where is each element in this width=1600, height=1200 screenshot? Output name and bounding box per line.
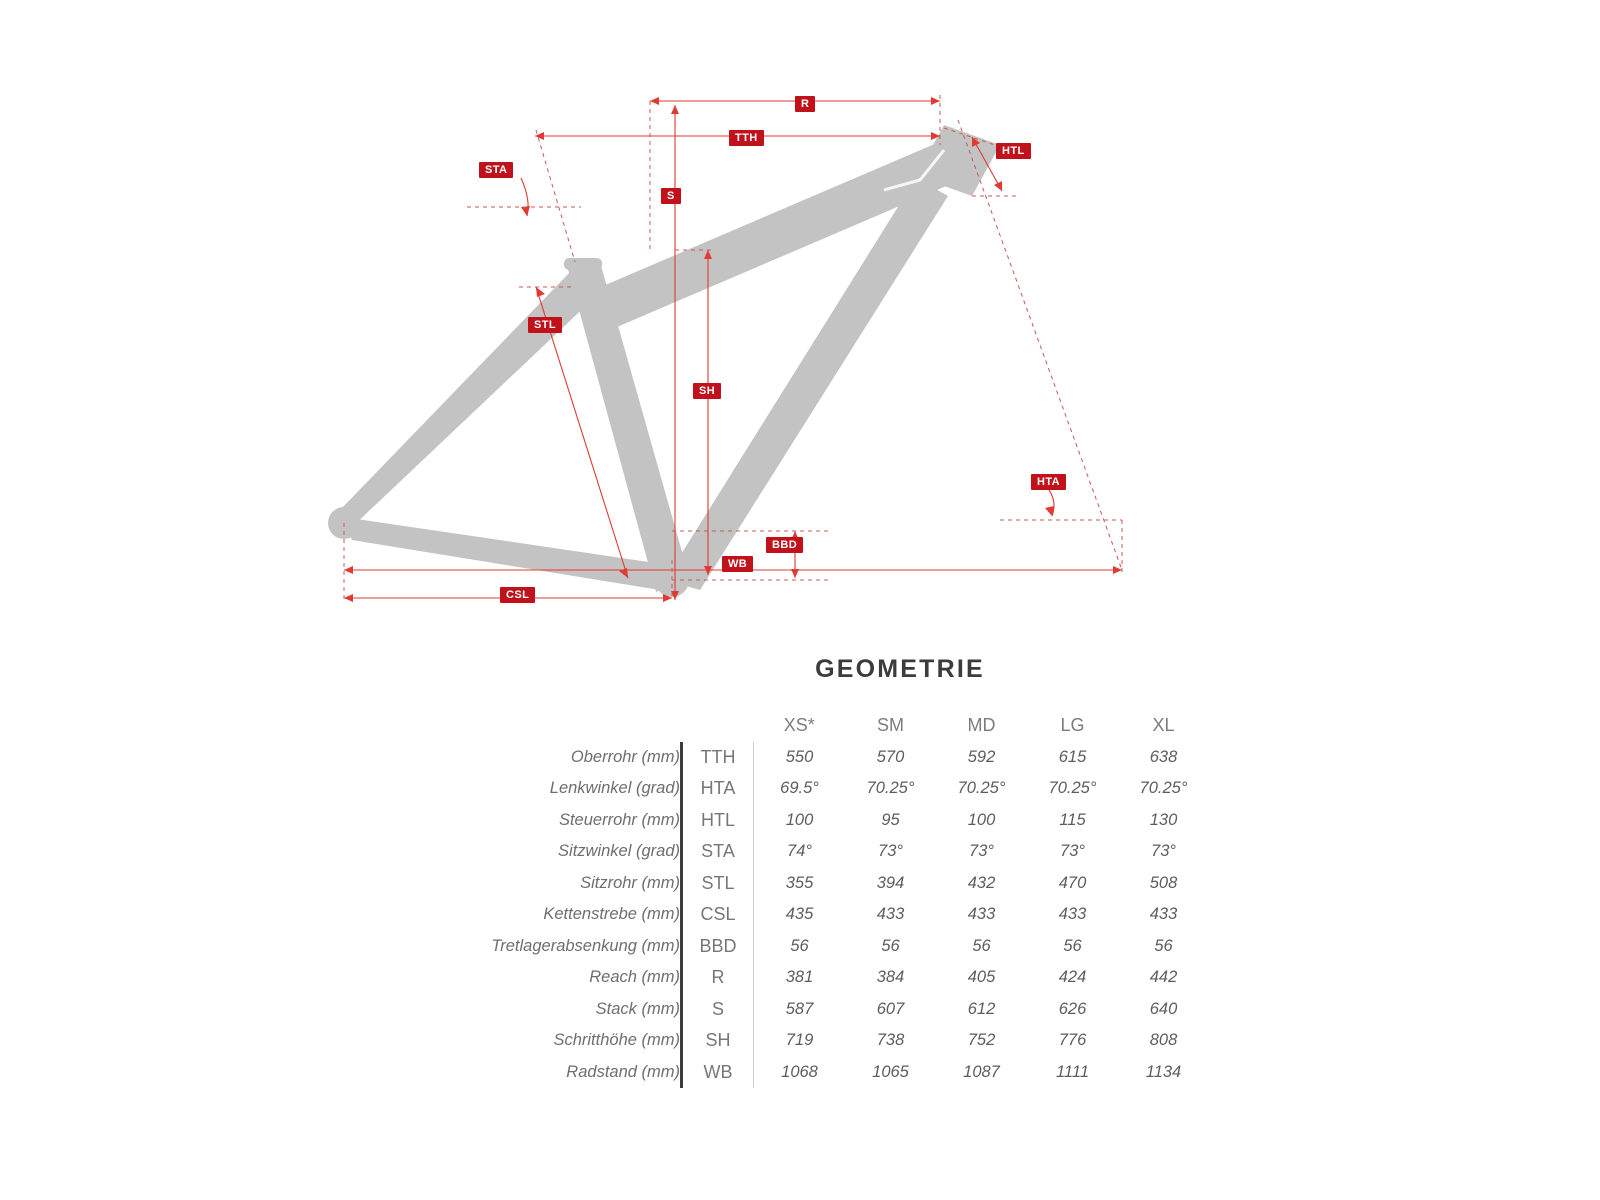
header-size-lg: LG (1060, 715, 1085, 736)
table-row (430, 931, 1209, 963)
row-label: Lenkwinkel (grad) (549, 779, 680, 798)
dim-label-r: R (795, 96, 815, 112)
dim-label-tth: TTH (729, 130, 764, 146)
cell-value: 1068 (781, 1062, 818, 1081)
header-size-sm: SM (877, 715, 904, 736)
cell-value: 570 (876, 747, 905, 766)
cell-value: 130 (1149, 810, 1178, 829)
cell-value: 719 (785, 1031, 814, 1050)
cell-value: 56 (1154, 936, 1173, 955)
cell-value: 394 (876, 873, 905, 892)
cell-value: 56 (1063, 936, 1082, 955)
row-label: Stack (mm) (595, 999, 680, 1018)
cell-value: 69.5° (780, 779, 819, 798)
row-abbr: TTH (682, 742, 754, 774)
cell-value: 70.25° (1139, 779, 1188, 798)
cell-value: 56 (881, 936, 900, 955)
row-label: Sitzrohr (mm) (580, 873, 680, 892)
cell-value: 424 (1058, 968, 1087, 987)
geometry-section (0, 655, 1600, 1088)
cell-value: 442 (1149, 968, 1178, 987)
cell-value: 612 (967, 999, 996, 1018)
row-abbr: BBD (682, 931, 754, 963)
row-abbr: WB (682, 1057, 754, 1089)
header-size-xs: XS* (783, 715, 815, 736)
row-abbr: STA (682, 836, 754, 868)
dim-label-stl: STL (528, 317, 562, 333)
header-abbr (682, 710, 754, 742)
row-abbr: S (682, 994, 754, 1026)
row-label: Kettenstrebe (mm) (543, 905, 680, 924)
cell-value: 70.25° (957, 779, 1006, 798)
cell-value: 1065 (872, 1062, 909, 1081)
cell-value: 592 (967, 747, 996, 766)
cell-value: 73° (1151, 842, 1176, 861)
table-row (430, 899, 1209, 931)
geometry-table (430, 710, 1211, 1088)
dim-label-sta: STA (479, 162, 513, 178)
cell-value: 73° (878, 842, 903, 861)
dim-label-csl: CSL (500, 587, 535, 603)
header-spacer (430, 710, 682, 742)
cell-value: 508 (1149, 873, 1178, 892)
table-header-row (430, 710, 1209, 742)
row-label: Schritthöhe (mm) (553, 1031, 680, 1050)
cell-value: 384 (876, 968, 905, 987)
row-abbr: HTA (682, 773, 754, 805)
cell-value: 1087 (963, 1062, 1000, 1081)
table-row (430, 1025, 1209, 1057)
cell-value: 95 (881, 810, 900, 829)
cell-value: 433 (1058, 905, 1087, 924)
row-label: Radstand (mm) (566, 1062, 680, 1081)
cell-value: 432 (967, 873, 996, 892)
table-row (430, 962, 1209, 994)
row-abbr: HTL (682, 805, 754, 837)
dim-label-wb: WB (722, 556, 753, 572)
table-row (430, 773, 1209, 805)
cell-value: 638 (1149, 747, 1178, 766)
cell-value: 808 (1149, 1031, 1178, 1050)
cell-value: 738 (876, 1031, 905, 1050)
dim-label-bbd: BBD (766, 537, 803, 553)
dim-label-sh: SH (693, 383, 721, 399)
table-row (430, 805, 1209, 837)
row-label: Sitzwinkel (grad) (558, 842, 680, 861)
dim-label-htl: HTL (996, 143, 1031, 159)
cell-value: 433 (876, 905, 905, 924)
cell-value: 70.25° (1048, 779, 1097, 798)
cell-value: 1111 (1055, 1062, 1090, 1081)
table-row (430, 994, 1209, 1026)
row-abbr: STL (682, 868, 754, 900)
cell-value: 752 (967, 1031, 996, 1050)
row-label: Reach (mm) (589, 968, 680, 987)
cell-value: 115 (1059, 810, 1086, 829)
table-row (430, 1057, 1209, 1089)
cell-value: 776 (1058, 1031, 1087, 1050)
cell-value: 56 (972, 936, 991, 955)
dim-label-hta: HTA (1031, 474, 1066, 490)
cell-value: 640 (1149, 999, 1178, 1018)
header-size-md: MD (967, 715, 996, 736)
cell-value: 587 (785, 999, 814, 1018)
row-abbr: CSL (682, 899, 754, 931)
dim-label-s: S (661, 188, 681, 204)
page-title: GEOMETRIE (815, 655, 985, 683)
row-label: Oberrohr (mm) (570, 747, 680, 766)
cell-value: 100 (785, 810, 814, 829)
cell-value: 74° (787, 842, 812, 861)
cell-value: 70.25° (866, 779, 915, 798)
cell-value: 1134 (1145, 1062, 1182, 1081)
cell-value: 435 (785, 905, 814, 924)
cell-value: 73° (1060, 842, 1085, 861)
cell-value: 433 (1149, 905, 1178, 924)
cell-value: 405 (967, 968, 996, 987)
cell-value: 607 (876, 999, 905, 1018)
row-abbr: SH (682, 1025, 754, 1057)
cell-value: 100 (967, 810, 996, 829)
cell-value: 381 (785, 968, 814, 987)
row-label: Steuerrohr (mm) (558, 810, 680, 829)
row-abbr: R (682, 962, 754, 994)
cell-value: 470 (1058, 873, 1087, 892)
cell-value: 626 (1058, 999, 1087, 1018)
cell-value: 615 (1058, 747, 1087, 766)
header-size-xl: XL (1152, 715, 1175, 736)
cell-value: 73° (969, 842, 994, 861)
table-row (430, 868, 1209, 900)
cell-value: 56 (790, 936, 809, 955)
cell-value: 550 (785, 747, 814, 766)
table-row (430, 836, 1209, 868)
table-row (430, 742, 1209, 774)
cell-value: 433 (967, 905, 996, 924)
cell-value: 355 (785, 873, 814, 892)
row-label: Tretlagerabsenkung (mm) (491, 936, 680, 955)
